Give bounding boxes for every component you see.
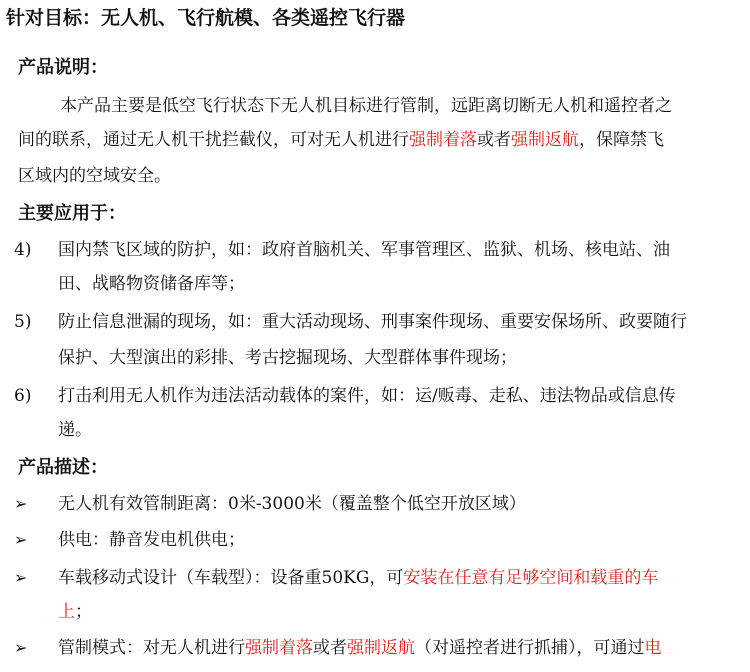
highlight-forced-return: 强制返航 (511, 130, 579, 150)
application-line-1: 打击利用无人机作为违法活动载体的案件，如：运/贩毒、走私、违法物品或信息传 (58, 386, 676, 406)
arrow-bullet-icon: ➢ (14, 530, 28, 549)
description-line-2-text-c: ，保障禁飞 (579, 130, 664, 150)
applications-heading: 主要应用于： (18, 203, 126, 224)
highlight-install-anywhere-cont: 上 (58, 602, 75, 622)
spec-control-mode (58, 636, 662, 660)
arrow-bullet-icon: ➢ (14, 638, 28, 657)
spec-vehicle-end: ； (75, 602, 92, 622)
description-line-2 (18, 128, 664, 152)
application-line-1: 国内禁飞区域的防护，如：政府首脑机关、军事管理区、监狱、机场、核电站、油 (58, 240, 670, 260)
highlight-electric: 电 (644, 638, 662, 658)
application-line-2: 保护、大型演出的彩排、考古挖掘现场、大型群体事件现场； (58, 348, 517, 368)
spec-control-text-b: 或者 (313, 638, 347, 658)
spec-control-text-c: （对遥控者进行抓捕），可通过 (415, 638, 645, 658)
arrow-bullet-icon: ➢ (14, 568, 28, 587)
application-line-1: 防止信息泄漏的现场，如：重大活动现场、刑事案件现场、重要安保场所、政要随行 (58, 312, 687, 332)
highlight-forced-landing: 强制着落 (245, 638, 313, 658)
highlight-forced-return: 强制返航 (347, 638, 415, 658)
spec-vehicle-line-2 (58, 600, 92, 624)
application-line-2: 递。 (58, 420, 92, 440)
description-line-2-text-b: 或者 (477, 130, 511, 150)
description-line-2-text-a: 间的联系，通过无人机干扰拦截仪，可对无人机进行 (18, 130, 409, 150)
spec-power: 供电：静音发电机供电； (58, 530, 245, 550)
application-number: 6) (14, 386, 32, 406)
spec-vehicle-text: 车载移动式设计（车载型）：设备重50KG，可 (58, 568, 404, 588)
spec-control-text-a: 管制模式：对无人机进行 (58, 638, 245, 658)
application-number: 4) (14, 240, 32, 260)
specs-heading: 产品描述： (18, 457, 108, 478)
description-heading: 产品说明： (18, 57, 108, 78)
application-line-2: 田、战略物资储备库等； (58, 274, 245, 294)
highlight-install-anywhere: 安装在任意有足够空间和载重的车 (403, 568, 659, 588)
description-line-3: 区域内的空域安全。 (18, 166, 171, 186)
doc-title: 针对目标：无人机、飞行航模、各类遥控飞行器 (6, 7, 406, 29)
highlight-forced-landing: 强制着落 (409, 130, 477, 150)
description-line-1: 本产品主要是低空飞行状态下无人机目标进行管制，远距离切断无人机和遥控者之 (60, 96, 672, 116)
application-number: 5) (14, 312, 32, 332)
spec-distance: 无人机有效管制距离：0米-3000米（覆盖整个低空开放区域） (58, 494, 526, 514)
spec-vehicle-line-1 (58, 566, 658, 590)
arrow-bullet-icon: ➢ (14, 494, 28, 513)
